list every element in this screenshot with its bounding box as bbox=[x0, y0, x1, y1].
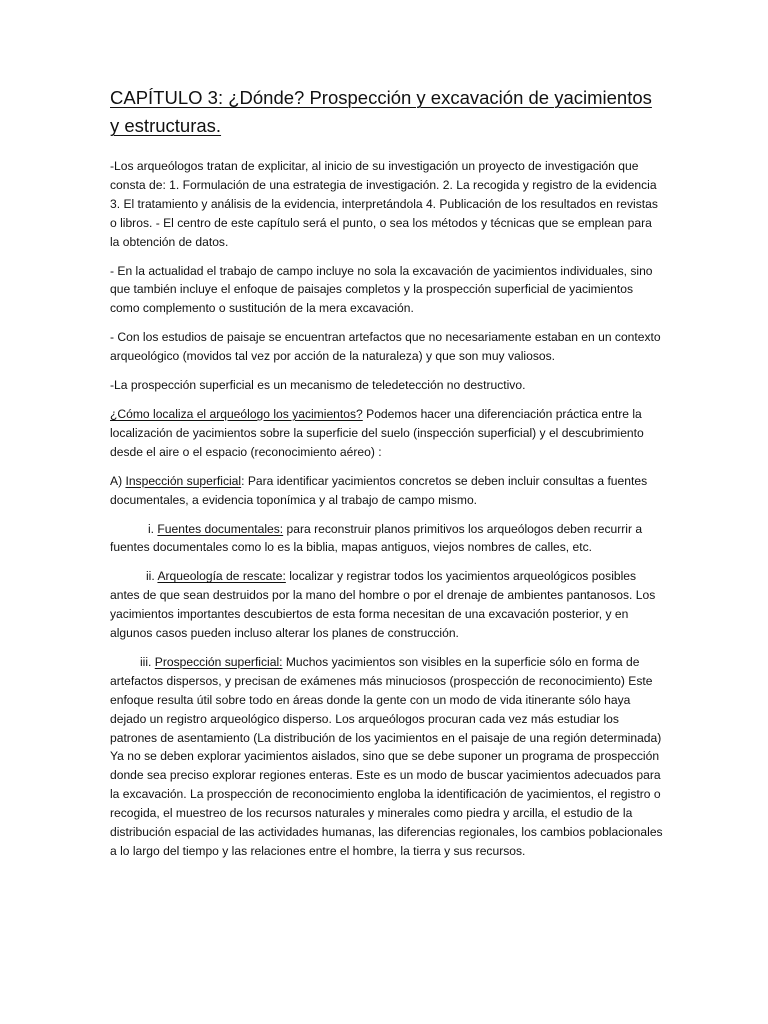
paragraph-fieldwork: - En la actualidad el trabajo de campo incluye no sola la excavación de yacimientos individuales, sino que también incluye el enfoque de paisajes completos y la prospección superficial de yacimientos como complemento o sustitución de la mera excavación. bbox=[110, 263, 653, 316]
paragraph-surface-survey: -La prospección superficial es un mecanismo de teledetección no destructivo. bbox=[110, 378, 526, 393]
rescue-archaeology-text: localizar y registrar todos los yacimientos arqueológicos posibles antes de que sean destruidos por la mano del hombre o por el drenaje de ambientes pantanosos. Los yacimientos importantes descubiertos de esta forma necesitan de una excavación posterior, y en algunos casos pueden incluso alterar los planes de construcción. bbox=[110, 569, 656, 641]
paragraph-surface-inspection bbox=[110, 472, 664, 510]
how-locate-heading: ¿Cómo localiza el arqueólogo los yacimientos? bbox=[110, 406, 363, 421]
how-locate-text: Podemos hacer una diferenciación práctica entre la localización de yacimientos sobre la superficie del suelo (inspección superficial) y el descubrimiento desde el aire o el espacio (reconocimiento aéreo) : bbox=[110, 406, 644, 459]
paragraph-surface-prospection bbox=[110, 653, 664, 861]
documentary-sources-prefix: i. bbox=[148, 521, 158, 536]
surface-inspection-text: : Para identificar yacimientos concretos se deben incluir consultas a fuentes documentales, a evidencia toponímica y al trabajo de campo mismo. bbox=[110, 473, 648, 507]
surface-prospection-heading: Prospección superficial: bbox=[154, 654, 283, 669]
documentary-sources-text: para reconstruir planos primitivos los arqueólogos deben recurrir a fuentes documentales como lo es la biblia, mapas antiguos, viejos nombres de calles, etc. bbox=[110, 521, 643, 555]
surface-inspection-prefix: A) bbox=[110, 473, 126, 488]
rescue-archaeology-heading: Arqueología de rescate: bbox=[157, 569, 286, 584]
documentary-sources-heading: Fuentes documentales: bbox=[157, 521, 284, 536]
paragraph-landscape-studies: - Con los estudios de paisaje se encuentran artefactos que no necesariamente estaban en un contexto arqueológico (movidos tal vez por acción de la naturaleza) y que son muy valiosos. bbox=[110, 330, 661, 364]
surface-prospection-prefix: iii. bbox=[140, 654, 155, 669]
surface-prospection-text: Muchos yacimientos son visibles en la superficie sólo en forma de artefactos dispersos, y precisan de exámenes más minuciosos (prospección de reconocimiento) Este enfoque resulta útil sobre todo en áreas donde la gente con un modo de vida itinerante sólo haya dejado un registro arqueológico disperso. Los arqueólogos procuran cada vez más estudiar los patrones de asentamiento (La distribución de los yacimientos en el paisaje de una región determinada) Ya no se deben explorar yacimientos aislados, sino que se debe suponer un programa de prospección donde sea preciso explorar regiones enteras. Este es un modo de buscar yacimientos adecuados para la excavación. La prospección de reconocimiento engloba la identificación de yacimientos, el registro o recogida, el muestreo de los recursos naturales y minerales como piedra y arcilla, el estudio de la distribución espacial de las actividades humanas, las diferencias regionales, los cambios poblacionales a lo largo del tiempo y las relaciones entre el hombre, la tierra y sus recursos. bbox=[110, 654, 663, 858]
paragraph-rescue-archaeology bbox=[110, 567, 664, 643]
rescue-archaeology-prefix: ii. bbox=[146, 569, 158, 584]
paragraph-how-locate bbox=[110, 405, 664, 462]
chapter-title: CAPÍTULO 3: ¿Dónde? Prospección y excavación de yacimientos y estructuras. bbox=[110, 87, 652, 136]
paragraph-research-project: -Los arqueólogos tratan de explicitar, al inicio de su investigación un proyecto de investigación que consta de: 1. Formulación de una estrategia de investigación. 2. La recogida y registro de la evidencia 3. El tratamiento y análisis de la evidencia, interpretándola 4. Publicación de los resultados en revistas o libros. - El centro de este capítulo será el punto, o sea los métodos y técnicas que se emplean para la obtención de datos. bbox=[110, 159, 658, 249]
paragraph-documentary-sources bbox=[110, 520, 664, 558]
surface-inspection-heading: Inspección superficial bbox=[125, 473, 242, 488]
